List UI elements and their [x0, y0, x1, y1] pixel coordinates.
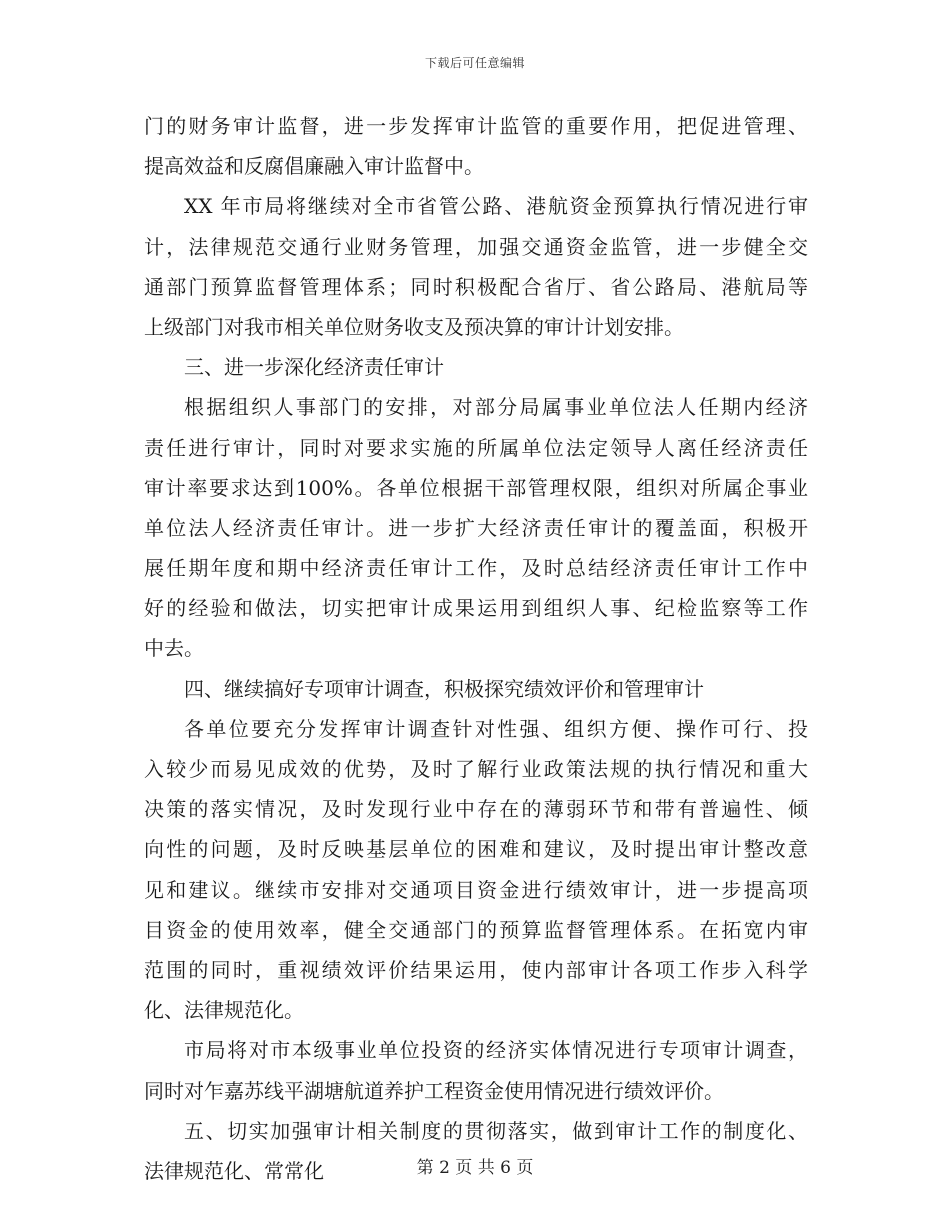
text-line: XX 年市局将继续对全市省管公路、港航资金预算执行情况进行审 [184, 194, 808, 219]
text-line: 计，法律规范交通行业财务管理，加强交通资金监管，进一步健全交 [144, 234, 808, 259]
text-line: 各单位要充分发挥审计调查针对性强、组织方便、操作可行、投 [184, 716, 808, 741]
text-line: 展任期年度和期中经济责任审计工作，及时总结经济责任审计工作中 [144, 556, 808, 581]
section-heading: 四、继续搞好专项审计调查，积极探究绩效评价和管理审计 [184, 676, 704, 701]
text-line: 市局将对市本级事业单位投资的经济实体情况进行专项审计调查， [184, 1038, 808, 1063]
text-line: 提高效益和反腐倡廉融入审计监督中。 [144, 154, 484, 179]
text-line: 上级部门对我市相关单位财务收支及预决算的审计计划安排。 [144, 314, 684, 339]
section-heading-continuation: 法律规范化、常常化 [144, 1158, 324, 1183]
text-line: 范围的同时，重视绩效评价结果运用，使内部审计各项工作步入科学 [144, 957, 808, 982]
text-line: 化、法律规范化。 [144, 998, 304, 1023]
section-heading: 三、进一步深化经济责任审计 [184, 355, 444, 380]
text-line: 门的财务审计监督，进一步发挥审计监管的重要作用，把促进管理、 [144, 114, 808, 138]
text-line: 目资金的使用效率，健全交通部门的预算监督管理体系。在拓宽内审 [144, 917, 808, 942]
document-body [144, 106, 808, 1191]
text-line: 同时对乍嘉苏线平湖塘航道养护工程资金使用情况进行绩效评价。 [144, 1078, 724, 1103]
text-line: 好的经验和做法，切实把审计成果运用到组织人事、纪检监察等工作 [144, 596, 808, 621]
text-line: 单位法人经济责任审计。进一步扩大经济责任审计的覆盖面，积极开 [144, 515, 808, 540]
text-line: 入较少而易见成效的优势，及时了解行业政策法规的执行情况和重大 [144, 757, 808, 781]
text-line: 通部门预算监督管理体系；同时积极配合省厅、省公路局、港航局等 [144, 274, 808, 299]
section-heading: 五、切实加强审计相关制度的贯彻落实，做到审计工作的制度化、 [184, 1118, 808, 1143]
text-line: 审计率要求达到100%。各单位根据干部管理权限，组织对所属企事业 [144, 475, 808, 500]
text-line: 根据组织人事部门的安排，对部分局属事业单位法人任期内经济 [184, 395, 808, 420]
text-line: 中去。 [144, 636, 204, 661]
text-line: 责任进行审计，同时对要求实施的所属单位法定领导人离任经济责任 [144, 435, 808, 460]
text-line: 见和建议。继续市安排对交通项目资金进行绩效审计，进一步提高项 [144, 877, 808, 902]
text-line: 向性的问题，及时反映基层单位的困难和建议，及时提出审计整改意 [144, 837, 808, 862]
text-line: 决策的落实情况，及时发现行业中存在的薄弱环节和带有普遍性、倾 [144, 797, 808, 822]
page-header: 下载后可任意编辑 [424, 56, 525, 70]
page-number: 第 2 页 共 6 页 [416, 1158, 534, 1178]
